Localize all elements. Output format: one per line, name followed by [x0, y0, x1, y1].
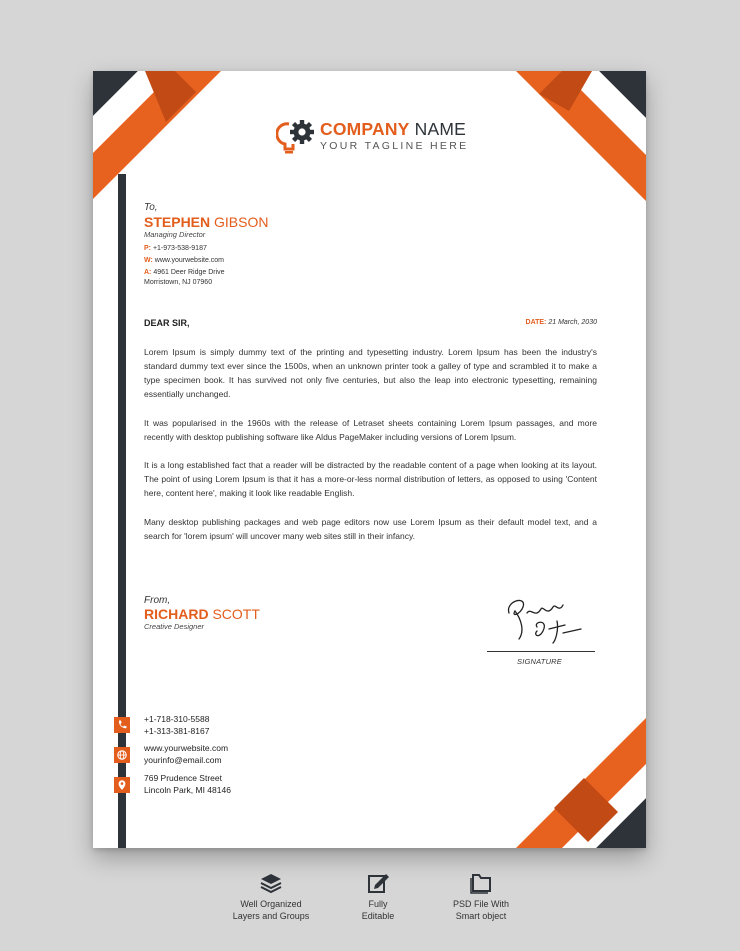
globe-icon — [114, 747, 130, 763]
company-tagline: YOUR TAGLINE HERE — [320, 140, 469, 152]
feature-layers-line1: Well Organized — [240, 899, 302, 909]
sender-name: RICHARD SCOTT — [144, 606, 260, 622]
corner-decoration-top-right — [506, 71, 646, 211]
company-name: COMPANY NAME — [320, 119, 466, 139]
body-paragraph-1: Lorem Ipsum is simply dummy text of the printing and typesetting industry. Lorem Ipsum has been the industry's standard dummy text ever since the 1500s, when an unknown printer took a galley of type and scrambled it to make a type specimen book. It has survived not only five centuries, but also the leap into electronic typesetting, remaining essentially unchanged. — [144, 347, 597, 399]
feature-psd — [421, 872, 541, 922]
feature-editable-line1: Fully — [368, 899, 388, 909]
recipient-address-line2: Morristown, NJ 07960 — [144, 279, 213, 286]
feature-layers-line2: Layers and Groups — [232, 911, 310, 921]
contact-city: Lincoln Park, MI 48146 — [144, 785, 231, 795]
contact-phone-1: +1-718-310-5588 — [144, 714, 210, 724]
recipient-website: W: www.yourwebsite.com — [144, 257, 225, 264]
recipient-address: A: 4961 Deer Ridge Drive — [144, 269, 225, 276]
body-paragraph-3: It is a long established fact that a reader will be distracted by the readable content of a page when looking at its layout. The point of using Lorem Ipsum is that it has a more-or-less normal distribution of letters, as opposed to using 'Content here, content here', making it look like readable English. — [144, 460, 597, 498]
corner-decoration-bottom-right — [496, 698, 646, 848]
contact-email: yourinfo@email.com — [144, 755, 222, 765]
layers-icon — [259, 872, 283, 894]
lightbulb-gear-icon — [276, 119, 316, 157]
salutation: DEAR SIR, — [144, 318, 190, 328]
from-label: From, — [144, 595, 171, 606]
sender-title: Creative Designer — [144, 622, 205, 631]
feature-psd-line2: Smart object — [455, 911, 507, 921]
folder-icon — [469, 872, 493, 894]
feature-editable — [318, 872, 438, 922]
corner-decoration-top-left — [93, 71, 233, 211]
contact-website: www.yourwebsite.com — [144, 743, 229, 753]
feature-editable-line2: Editable — [361, 911, 395, 921]
company-logo — [276, 119, 468, 157]
contact-street: 769 Prudence Street — [144, 773, 222, 783]
signature-line — [487, 651, 595, 652]
edit-icon — [366, 872, 390, 894]
phone-icon — [114, 717, 130, 733]
contact-phone-2: +1-313-381-8167 — [144, 726, 210, 736]
to-label: To, — [144, 202, 158, 213]
letter-date: DATE: 21 March, 2030 — [525, 319, 597, 326]
letterhead-page — [93, 71, 646, 848]
handwritten-signature — [497, 591, 587, 653]
recipient-title: Managing Director — [144, 230, 206, 239]
feature-psd-line1: PSD File With — [452, 899, 509, 909]
location-pin-icon — [114, 777, 130, 793]
recipient-name: STEPHEN GIBSON — [144, 214, 269, 230]
signature-label: SIGNATURE — [517, 657, 562, 666]
body-paragraph-4: Many desktop publishing packages and web page editors now use Lorem Ipsum as their default model text, and a search for 'lorem ipsum' will uncover many web sites still in their infancy. — [144, 517, 597, 541]
body-paragraph-2: It was popularised in the 1960s with the release of Letraset sheets containing Lorem Ipsum passages, and more recently with desktop publishing software like Aldus PageMaker including versions of Lorem Ipsum. — [144, 418, 597, 442]
feature-strip — [0, 872, 740, 942]
feature-layers — [211, 872, 331, 922]
recipient-phone: P: +1-973-538-9187 — [144, 245, 207, 252]
